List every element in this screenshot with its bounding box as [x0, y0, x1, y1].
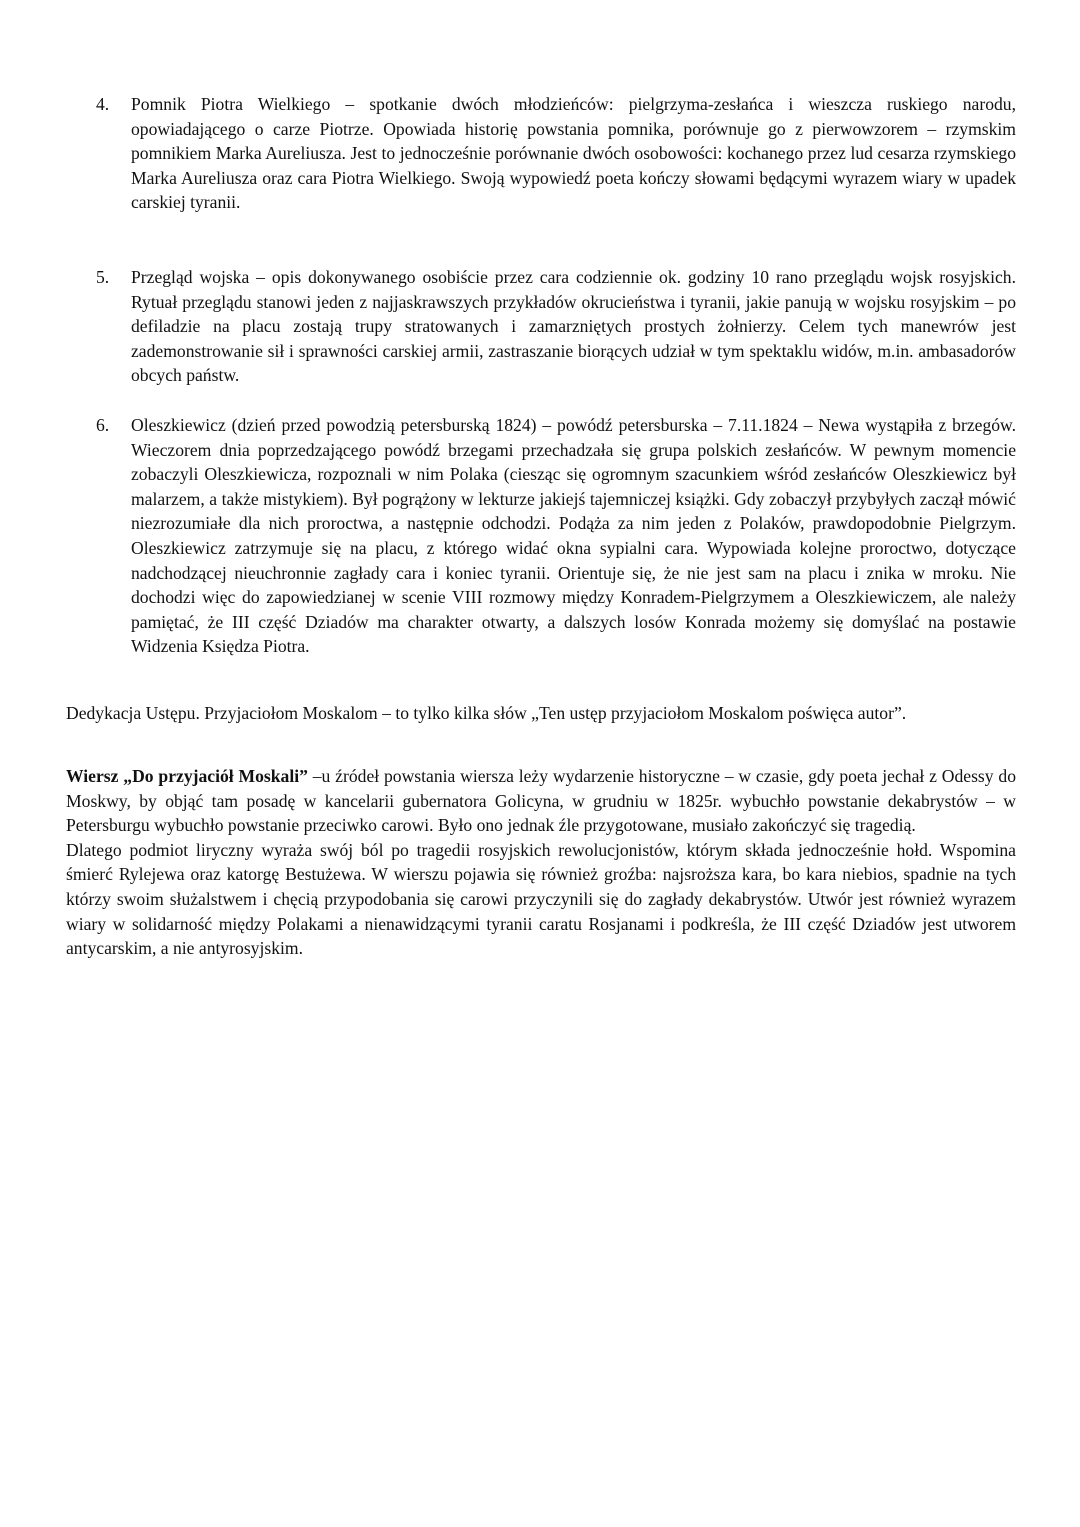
- poem-body-paragraph: Dlatego podmiot liryczny wyraża swój ból po tragedii rosyjskich rewolucjonistów, którym składa jednocześnie hołd. Wspomina śmierć Rylejewa oraz katorgę Bestużewa. W wierszu pojawia się również groźba: najsroższa kara, bo kara niebios, spadnie na tych którzy swoim służalstwem i chęcią przypodobania się carowi przyczynili się do zagłady dekabrystów. Utwór jest również wyrazem wiary w solidarność między Polakami a nienawidzącymi tyranii caratu Rosjanami i podkreśla, że III część Dziadów jest utworem antycarskim, a nie antyrosyjskim.: [66, 839, 1016, 959]
- poem-section: [66, 764, 1016, 961]
- list-item-number: 5.: [96, 267, 110, 287]
- list-item-text: Pomnik Piotra Wielkiego – spotkanie dwóch młodzieńców: pielgrzyma-zesłańca i wieszcza ruskiego narodu, opowiadającego o carze Piotrze. Opowiada historię powstania pomnika, porównuje go z pierwowzorem – rzymskim pomnikiem Marka Aureliusza. Jest to jednocześnie porównanie dwóch osobowości: kochanego przez lud cesarza rzymskiego Marka Aureliusza oraz cara Piotra Wielkiego. Swoją wypowiedź poeta kończy słowami będącymi wyrazem wiary w upadek carskiej tyranii.: [131, 94, 1016, 213]
- list-item-text: Oleszkiewicz (dzień przed powodzią petersburską 1824) – powódź petersburska – 7.11.1824 – Newa wystąpiła z brzegów. Wieczorem dnia poprzedzającego powódź brzegami przechadzała się grupa polskich zesłańców. W pewnym momencie zobaczyli Oleszkiewicza, rozpoznali w nim Polaka (ciesząc się ogromnym szacunkiem wśród zesłańców Oleszkiewicz był malarzem, a także mistykiem). Był pogrążony w lekturze jakiejś tajemniczej książki. Gdy zobaczył przybyłych zaczął mówić niezrozumiałe dla nich proroctwa, a następnie odchodzi. Podąża za nim jeden z Polaków, prawdopodobnie Pielgrzym. Oleszkiewicz zatrzymuje się na placu, z którego widać okna sypialni cara. Wypowiada kolejne proroctwo, dotyczące nadchodzącej nieuchronnie zagłady cara i koniec tyranii. Orientuje się, że nie jest sam na placu i znika w mroku. Nie dochodzi więc do zapowiedzianej w scenie VIII rozmowy między Konradem-Pielgrzymem a Oleszkiewiczem, ale należy pamiętać, że III część Dziadów ma charakter otwarty, a dalszych losów Konrada możemy się domyślać na postawie Widzenia Księdza Piotra.: [131, 415, 1016, 657]
- list-item-6: [96, 413, 1016, 659]
- poem-title: Wiersz „Do przyjaciół Moskali”: [66, 766, 308, 786]
- list-item-4: [96, 92, 1016, 215]
- list-item-5: [96, 265, 1016, 388]
- list-item-text: Przegląd wojska – opis dokonywanego osobiście przez cara codziennie ok. godziny 10 rano przeglądu wojsk rosyjskich. Rytuał przeglądu stanowi jeden z najjaskrawszych przykładów okrucieństwa i tyranii, jakie panują w wojsku rosyjskim – po defiladzie na placu zostają trupy stratowanych i zamarzniętych prostych żołnierzy. Celem tych manewrów jest zademonstrowanie sił i sprawności carskiej armii, zastraszanie biorących udział w tym spektaklu widów, m.in. ambasadorów obcych państw.: [131, 267, 1016, 386]
- list-item-number: 6.: [96, 415, 110, 435]
- list-item-number: 4.: [96, 94, 110, 114]
- poem-intro-text: –u źródeł powstania wiersza leży wydarzenie historyczne – w czasie, gdy poeta jechał z Odessy do Moskwy, by objąć tam posadę w kancelarii gubernatora Golicyna, w grudniu w 1825r. wybuchło powstanie dekabrystów – w Petersburgu wybuchło powstanie przeciwko carowi. Było ono jednak źle przygotowane, musiało zakończyć się tragedią.: [66, 766, 1016, 836]
- poem-intro-paragraph: [66, 764, 1016, 838]
- dedication-paragraph: Dedykacja Ustępu. Przyjaciołom Moskalom – to tylko kilka słów „Ten ustęp przyjaciołom Moskalom poświęca autor”.: [66, 703, 907, 723]
